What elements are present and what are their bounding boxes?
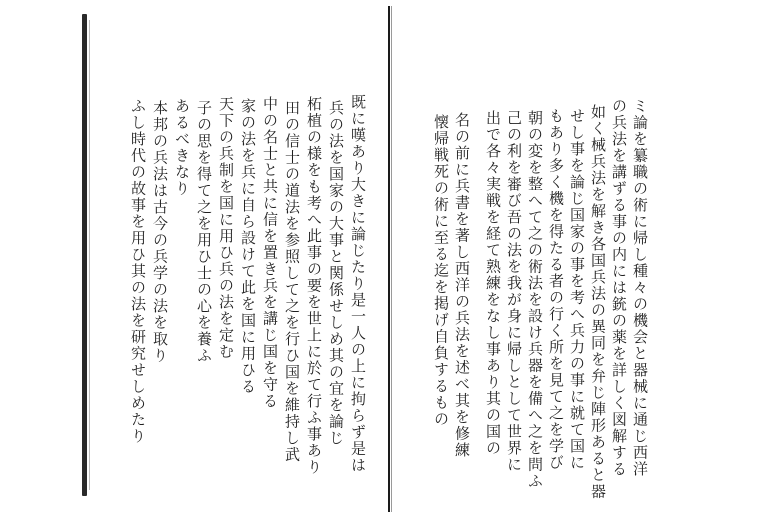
gutter-line bbox=[388, 6, 390, 512]
left-column-5: 中の名士と共に信を置き兵を講じ国を守る bbox=[261, 96, 279, 410]
left-column-11: ふし時代の故事を用ひ其の法を研究せしめたり bbox=[129, 98, 147, 445]
right-page bbox=[392, 0, 768, 518]
right-column-3: 如く械兵法を解き各国兵法の異同を弁じ陣形あると器 bbox=[589, 104, 607, 500]
right-column-8: 出で各々実戦を経て熟練をなし事あり其の国の bbox=[484, 110, 502, 457]
left-column-7: 天下の兵制を国に用ひ兵の法を定む bbox=[217, 96, 235, 360]
binding-edge bbox=[89, 20, 90, 490]
left-column-8: 子の思を得て之を用ひ士の心を養ふ bbox=[195, 100, 213, 364]
left-column-1: 既に嘆あり大きに論じたり是一人の上に拘らず是は bbox=[349, 94, 367, 474]
right-column-10: 懐帰戦死の術に至る迄を掲げ自負するもの bbox=[432, 114, 450, 428]
right-column-2: の兵法を講ずる事の内には銃の薬を詳しく図解する bbox=[610, 98, 628, 478]
left-column-3: 柘植の様をも考へ此事の要を世上に於て行ふ事あり bbox=[305, 96, 323, 476]
left-column-9: あるべきなり bbox=[173, 98, 191, 197]
right-column-9: 名の前に兵書を著し西洋の兵法を述べ其を修練 bbox=[453, 112, 471, 459]
left-column-10: 本邦の兵法は古今の兵学の法を取り bbox=[151, 100, 169, 364]
left-column-6: 家の法を兵に自ら設けて此を国に用ひる bbox=[239, 98, 257, 395]
right-column-4: せし事を論じ国家の事を考へ兵力の事に就て国に bbox=[568, 108, 586, 471]
binding-bar bbox=[82, 14, 87, 496]
left-column-2: 兵の法を国家の大事と関係せしめ其の宜を論じ bbox=[327, 100, 345, 447]
left-column-4: 田の信士の道法を参照して之を行ひ国を維持し武 bbox=[283, 100, 301, 463]
right-column-1: ミ論を纂職の術に帰し種々の機会と器械に通じ西洋 bbox=[631, 98, 649, 478]
right-column-5: もあり多く機を得たる者の行く所を見て之を学び bbox=[547, 108, 565, 471]
right-column-6: 朝の変を整へて之の術法を設け兵器を備へ之を問ふ bbox=[526, 110, 544, 490]
right-column-7: 己の利を審び吾の法を我が身に帰しとして世界に bbox=[505, 110, 523, 473]
